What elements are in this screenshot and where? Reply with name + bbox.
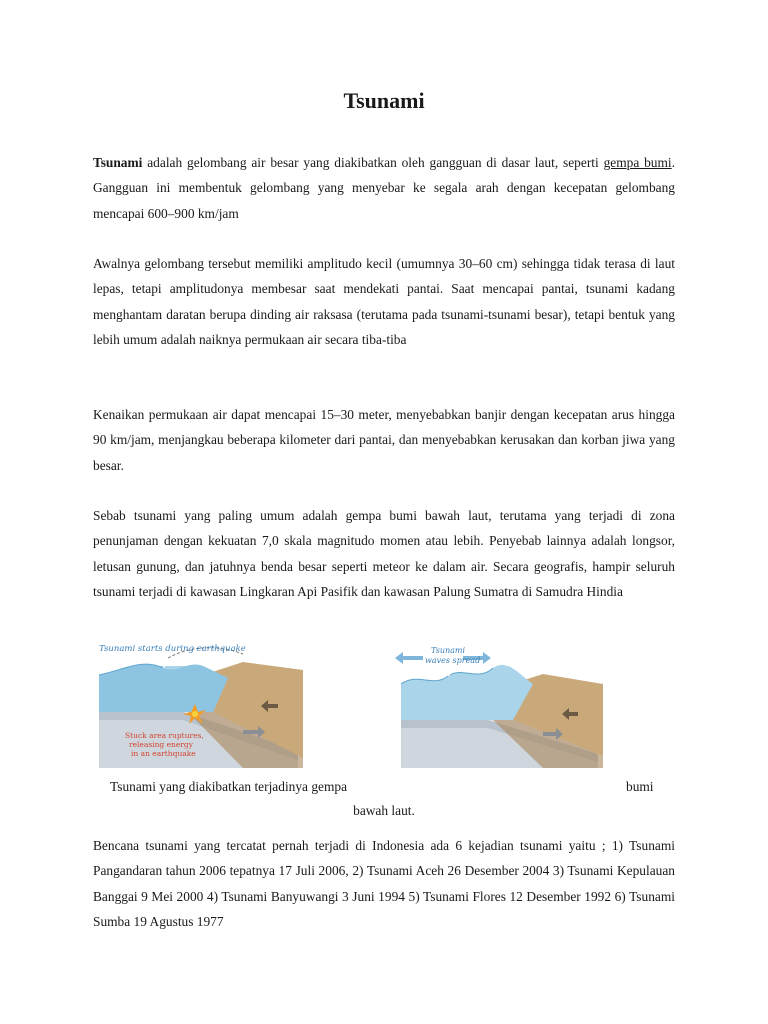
- paragraph-amplitude: Awalnya gelombang tersebut memiliki amplitudo kecil (umumnya 30–60 cm) sehingga tidak terasa di laut lepas, tetapi amplitudonya membesar saat mendekati pantai. Saat mencapai pantai, tsunami kadang menghantam daratan berupa dinding air raksasa (terutama pada tsunami-tsunami besar), tetapi bentuk yang lebih umum adalah naiknya permukaan air secara tiba-tiba: [93, 256, 675, 347]
- earthquake-diagram: [93, 640, 308, 775]
- intro-text-b: . Gangguan ini membentuk gelombang yang menyebar ke segala arah dengan kecepatan gelombang mencapai 600–900 km/jam: [93, 155, 676, 221]
- left-figure-note-2: releasing energy: [129, 740, 193, 749]
- bold-term: Tsunami: [93, 155, 143, 170]
- paragraph-intro: [93, 150, 675, 226]
- paragraph-causes: Sebab tsunami yang paling umum adalah gempa bumi bawah laut, terutama yang terjadi di zona penunjaman dengan kekuatan 7,0 skala magnitudo momen atau lebih. Penyebab lainnya adalah longsor, letusan gunung, dan jatuhnya benda besar seperti meteor ke dalam air. Secara geografis, hampir seluruh tsunami terjadi di kawasan Lingkaran Api Pasifik dan kawasan Palung Sumatra di Samudra Hindia: [93, 508, 675, 599]
- paragraph-history: Bencana tsunami yang tercatat pernah terjadi di Indonesia ada 6 kejadian tsunami yaitu ; 1) Tsunami Pangandaran tahun 2006 tepatnya 17 Juli 2006, 2) Tsunami Aceh 26 Desember 2004 3) Tsunami Kepulauan Banggai 9 Mei 2000 4) Tsunami Banyuwangi 3 Juni 1994 5) Tsunami Flores 12 Desember 1992 6) Tsunami Sumba 19 Agustus 1977: [93, 838, 675, 929]
- right-figure-title-1: Tsunami: [431, 646, 466, 655]
- paragraph-water-rise: Kenaikan permukaan air dapat mencapai 15–30 meter, menyebabkan banjir dengan kecepatan arus hingga 90 km/jam, menjangkau beberapa kilometer dari pantai, dan menyebabkan kerusakan dan korban jiwa yang besar.: [93, 407, 675, 473]
- right-figure-title-2: waves spread: [425, 656, 481, 665]
- caption-line-2: bawah laut.: [353, 803, 415, 818]
- page-title: Tsunami: [343, 88, 425, 113]
- caption-right: bumi: [626, 779, 654, 794]
- tsunami-spread-diagram: [393, 644, 603, 772]
- intro-text-a: adalah gelombang air besar yang diakibatkan oleh gangguan di dasar laut, seperti: [142, 155, 604, 170]
- left-figure-note-3: in an earthquake: [131, 749, 196, 758]
- gempa-bumi-link[interactable]: gempa bumi: [603, 155, 672, 170]
- caption-left: Tsunami yang diakibatkan terjadinya gempa: [110, 779, 348, 794]
- left-figure-note-1: Stuck area ruptures,: [125, 731, 204, 740]
- left-figure-title: Tsunami starts during earthquake: [99, 644, 246, 654]
